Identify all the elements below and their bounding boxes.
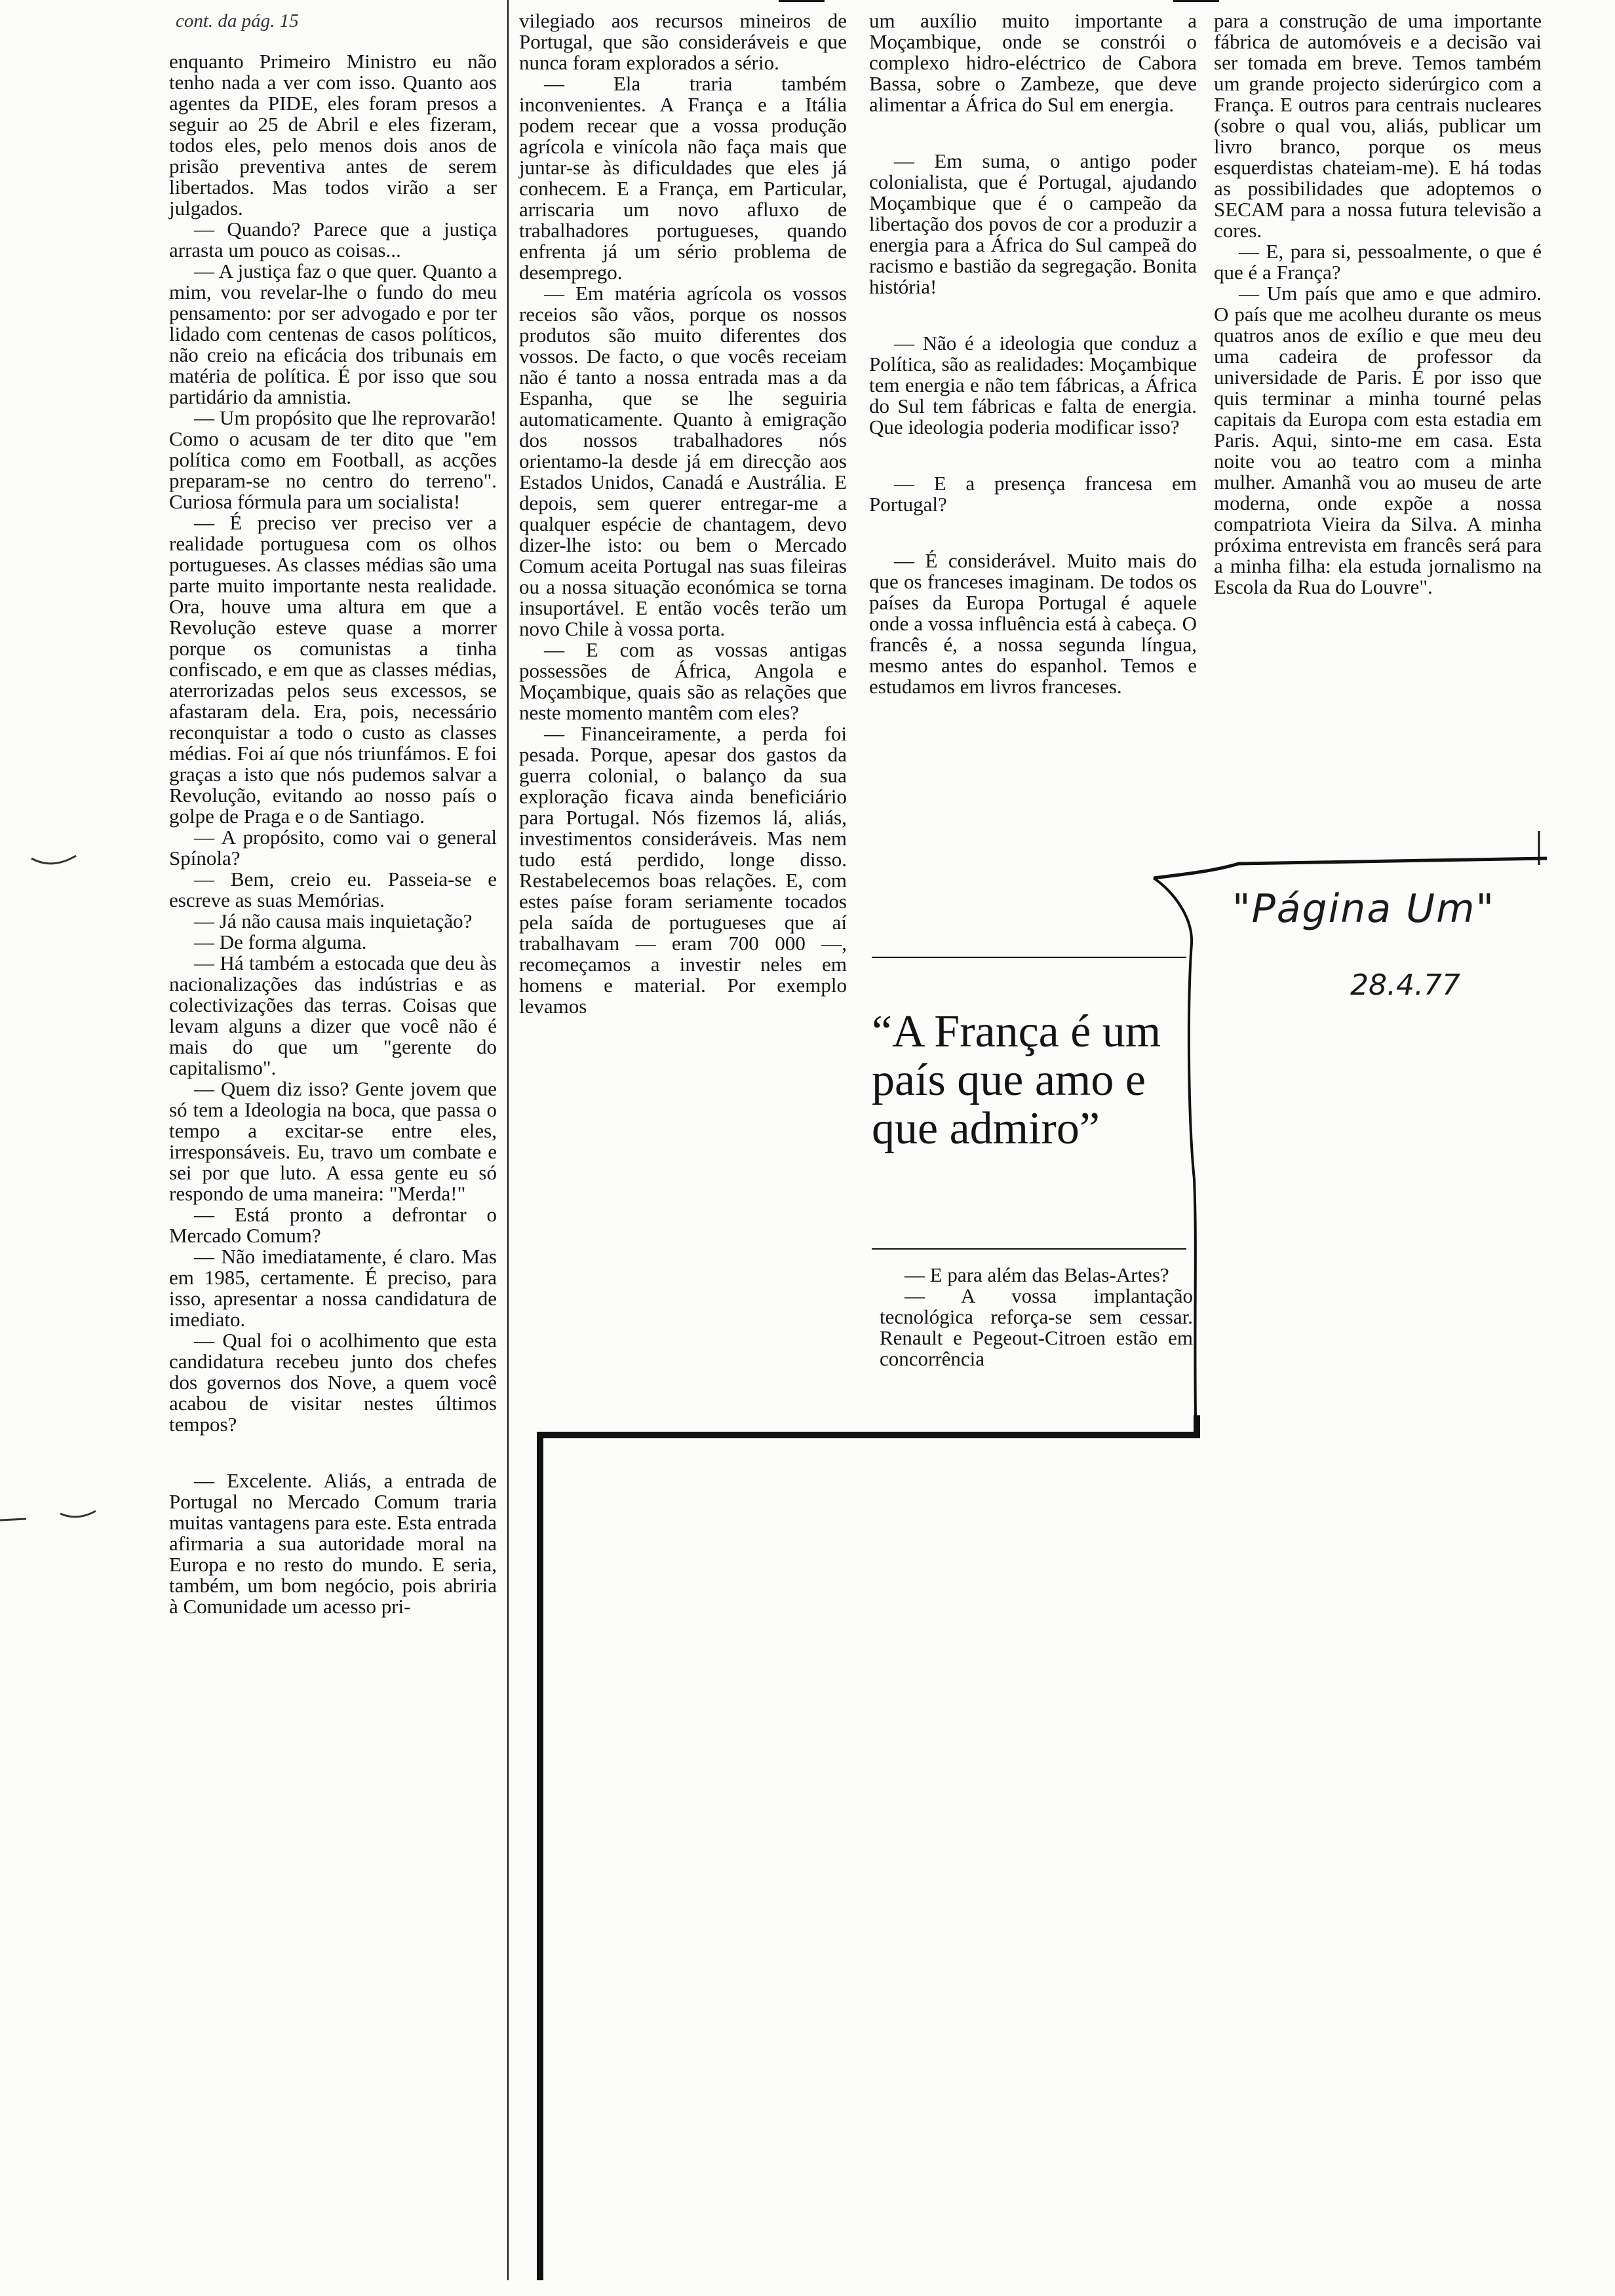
paragraph: — E a presença francesa em Portugal? [869, 472, 1197, 516]
paragraph: — Em suma, o antigo poder colonialista, que é Portugal, ajudando Moçambique que é o campeão da libertação dos povos de cor a produzir a energia para a África do Sul campeã do racismo e bastião da segregação. Bonita história! [869, 149, 1197, 298]
article-column-4 [1214, 10, 1542, 598]
article-column-3-continuation [880, 1265, 1193, 1369]
paragraph: — A justiça faz o que quer. Quanto a mim, vou revelar-lhe o fundo do meu pensamento: por ser advogado e por ter lidado com centenas de casos políticos, não creio na eficácia dos tribunais em matéria de política. É por isso que sou partidário da amnistia. [169, 259, 497, 408]
paragraph: — Em matéria agrícola os vossos receios são vãos, porque os nossos produtos são muito diferentes dos vossos. De facto, o que vocês receiam não é tanto a nossa entrada mas a da Espanha, que se lhe seguiria automaticamente. Quanto à emigração dos nossos trabalhadores nós orientamo-la desde já em direcção aos Estados Unidos, Canadá e Austrália. E depois, sem querer entregar-me a qualquer espécie de chantagem, devo dizer-lhe isto: ou bem o Mercado Comum aceita Portugal nas suas fileiras ou a nossa situação económica se torna insuportável. E então vocês terão um novo Chile à vossa porta. [519, 282, 847, 640]
top-rule-segment-right [1173, 0, 1219, 2]
paragraph: — Não é a ideologia que conduz a Política, são as realidades: Moçambique tem energia e não tem fábricas, a África do Sul tem fábricas e falta de energia. Que ideologia poderia modificar isso? [869, 332, 1197, 438]
paragraph: — Quem diz isso? Gente jovem que só tem a Ideologia na boca, que passa o tempo a excitar-se entre eles, irresponsáveis. Eu, travo um combate e sei por que luto. A essa gente eu só respondo de uma maneira: "Merda!" [169, 1077, 497, 1205]
paragraph: um auxílio muito importante a Moçambique, onde se constrói o complexo hidro-eléctrico de Cabora Bassa, sobre o Zambeze, que deve alimentar a África do Sul em energia. [869, 9, 1197, 116]
paragraph: — Há também a estocada que deu às nacionalizações das indústrias e as colectivizações das terras. Coisas que levam alguns a dizer que você não é mais do que um "gerente do capitalismo". [169, 951, 497, 1079]
article-column-1 [169, 51, 497, 1617]
article-column-2 [519, 10, 847, 1017]
paragraph: — De forma alguma. [194, 930, 367, 953]
headline-bottom-rule [872, 1248, 1186, 1250]
paragraph: — Qual foi o acolhimento que esta candidatura recebeu junto dos chefes dos governos dos Nove, a quem você acabou de visitar nestes últimos tempos? [169, 1329, 497, 1436]
paragraph: — Financeiramente, a perda foi pesada. Porque, apesar dos gastos da guerra colonial, o balanço da sua exploração ficava ainda beneficiário para Portugal. Nós fizemos lá, aliás, investimentos consideráveis. Mas nem tudo está perdido, longe disso. Restabelecemos boas relações. E, com estes paíse foram seriamente tocados pela saída de portugueses que aí trabalhavam — eram 700 000 —, recomeçamos a investir neles em homens e material. Por exemplo levamos [519, 722, 847, 1018]
paragraph: — Um país que amo e que admiro. O país que me acolheu durante os meus quatros anos de exílio e que meu deu uma cadeira de professor da universidade de Paris. É por isso que quis terminar a minha tourné pelas capitais da Europa com esta estadia em Paris. Aqui, sinto-me em casa. Esta noite vou ao teatro com a minha mulher. Amanhã vou ao museu de arte moderna, onde expõe a nossa compatriota Vieira da Silva. A minha próxima entrevista em francês será para a minha filha: ela estuda jornalismo na Escola da Rua do Louvre". [1214, 282, 1542, 598]
handwritten-date: 28.4.77 [1350, 968, 1460, 1002]
paragraph: — A propósito, como vai o general Spínola? [169, 826, 497, 870]
paragraph: — Não imediatamente, é claro. Mas em 1985, certamente. É preciso, para isso, apresentar a nossa candidatura de imediato. [169, 1245, 497, 1331]
paragraph: — Bem, creio eu. Passeia-se e escreve as suas Memórias. [169, 868, 497, 911]
column-divider-1 [507, 0, 509, 2280]
paragraph: vilegiado aos recursos mineiros de Portugal, que são consideráveis e que nunca foram explorados a sério. [519, 9, 847, 74]
pull-quote-headline: “A França é um país que amo e que admiro” [872, 1006, 1161, 1154]
paragraph: — Excelente. Aliás, a entrada de Portugal no Mercado Comum traria muitas vantagens para este. Esta entrada afirmaria a sua autoridade moral na Europa e no resto do mundo. E seria, também, um bom negócio, pois abriria à Comunidade um acesso pri- [169, 1469, 497, 1618]
paragraph: — Já não causa mais inquietação? [194, 909, 473, 932]
handwritten-source-note: "Página Um" [1232, 886, 1496, 932]
paragraph: para a construção de uma importante fábrica de automóveis e a decisão vai ser tomada em breve. Temos também um grande projecto siderúrgico com a França. E outros para centrais nucleares (sobre o qual vou, aliás, publicar um livro branco, porque os meus esquerdistas chateiam-me). E há todas as possibilidades que adoptemos o SECAM para a nossa futura televisão a cores. [1214, 9, 1542, 242]
paragraph: — É considerável. Muito mais do que os franceses imaginam. De todos os países da Europa Portugal é aquele onde a vossa influência está à cabeça. O francês é, a nossa segunda língua, mesmo antes do espanhol. Temos e estudamos em livros franceses. [869, 549, 1197, 698]
paragraph: — E para além das Belas-Artes? [905, 1263, 1169, 1286]
headline-rule [872, 957, 1186, 958]
paragraph: — Quando? Parece que a justiça arrasta um pouco as coisas... [169, 218, 497, 261]
paragraph: enquanto Primeiro Ministro eu não tenho nada a ver com isso. Quanto aos agentes da PIDE, eles foram presos a seguir ao 25 de Abril e eles fizeram, todos eles, pelo menos dois anos de prisão preventiva antes de serem libertados. Mas todos virão a ser julgados. [169, 50, 497, 220]
paragraph: — E, para si, pessoalmente, o que é que é a França? [1214, 240, 1542, 284]
top-rule-segment [779, 0, 825, 2]
continuation-note: cont. da pág. 15 [176, 10, 299, 31]
paragraph: — E com as vossas antigas possessões de África, Angola e Moçambique, quais são as relações que neste momento mantêm com eles? [519, 638, 847, 724]
article-column-3 [869, 10, 1197, 697]
paragraph: — A vossa implantação tecnológica reforça-se sem cessar. Renault e Pegeout-Citroen estão em concorrência [880, 1284, 1193, 1370]
paragraph: — Ela traria também inconvenientes. A França e a Itália podem recear que a vossa produção agrícola e vinícola não faça mais que juntar-se às dificuldades que eles já conhecem. E a França, em Particular, arriscaria um novo afluxo de trabalhadores portugueses, quando enfrenta já um sério problema de desemprego. [519, 72, 847, 284]
paragraph: — Um propósito que lhe reprovarão! Como o acusam de ter dito que "em política como em Football, as acções preparam-se no centro do terreno". Curiosa fórmula para um socialista! [169, 406, 497, 513]
paragraph: — É preciso ver preciso ver a realidade portuguesa com os olhos portugueses. As classes médias são uma parte muito importante nesta realidade. Ora, houve uma altura em que a Revolução esteve quase a morrer porque os comunistas a tinha confiscado, e em que as classes médias, aterrorizadas pelos seus excessos, se afastaram dela. Era, pois, necessário reconquistar a todo o custo as classes médias. Foi aí que nós triunfámos. E foi graças a isto que nós pudemos salvar a Revolução, evitando ao nosso país o golpe de Praga e o de Santiago. [169, 511, 497, 828]
paragraph: — Está pronto a defrontar o Mercado Comum? [169, 1203, 497, 1247]
